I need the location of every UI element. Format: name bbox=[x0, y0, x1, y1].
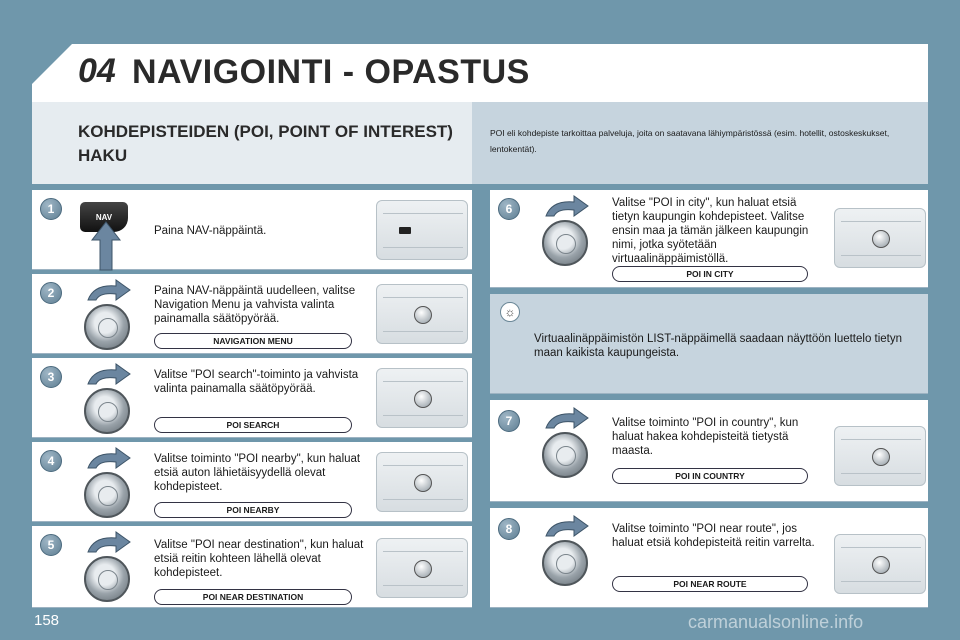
tip-text: Virtuaalinäppäimistön LIST-näppäimellä saadaan näyttöön luettelo tietyn maan kaikista kaupungeista. bbox=[534, 333, 903, 359]
step-badge-2: 2 bbox=[40, 282, 62, 304]
control-panel-image bbox=[376, 452, 468, 512]
panel-dial bbox=[872, 448, 890, 466]
control-panel-image bbox=[376, 284, 468, 344]
turn-arrow-icon bbox=[542, 406, 592, 430]
control-panel-image bbox=[834, 534, 926, 594]
menu-label-poi-nearby: POI NEARBY bbox=[154, 502, 352, 518]
menu-label-poi-search: POI SEARCH bbox=[154, 417, 352, 433]
watermark: carmanualsonline.info bbox=[688, 612, 864, 632]
dial-icon bbox=[84, 472, 130, 518]
dial-icon bbox=[542, 432, 588, 478]
turn-arrow-icon bbox=[84, 278, 134, 302]
press-arrow-icon bbox=[86, 220, 126, 272]
step-badge-1: 1 bbox=[40, 198, 62, 220]
step-text-8: Valitse toiminto "POI near route", jos haluat etsiä kohdepisteitä reitin varrelta. bbox=[612, 523, 815, 549]
panel-dial bbox=[414, 390, 432, 408]
step-badge-4: 4 bbox=[40, 450, 62, 472]
control-panel-image bbox=[376, 200, 468, 260]
dial-icon bbox=[84, 556, 130, 602]
panel-dial bbox=[414, 474, 432, 492]
dial-icon bbox=[542, 220, 588, 266]
control-panel-image bbox=[376, 538, 468, 598]
dial-icon bbox=[84, 304, 130, 350]
step-text-4: Valitse toiminto "POI nearby", kun haluat etsiä auton lähietäisyydellä olevat kohdepisteet. bbox=[154, 453, 361, 493]
lightbulb-icon: ☼ bbox=[500, 302, 520, 322]
nav-key-icon: NAV bbox=[80, 202, 128, 232]
turn-arrow-icon bbox=[84, 446, 134, 470]
menu-label-poi-near-destination: POI NEAR DESTINATION bbox=[154, 589, 352, 605]
step-text-1: Paina NAV-näppäintä. bbox=[154, 225, 267, 237]
step-badge-7: 7 bbox=[498, 410, 520, 432]
chapter-number: 04 bbox=[78, 52, 116, 90]
step-badge-3: 3 bbox=[40, 366, 62, 388]
panel-dial bbox=[872, 230, 890, 248]
control-panel-image bbox=[834, 208, 926, 268]
panel-dial bbox=[414, 560, 432, 578]
step-badge-8: 8 bbox=[498, 518, 520, 540]
chapter-title: NAVIGOINTI - OPASTUS bbox=[132, 53, 530, 91]
step-text-6: Valitse "POI in city", kun haluat etsiä tietyn kaupungin kohdepisteet. Valitse ensin maa ja tämän jälkeen kaupungin nimi, jotka syötetään virtuaalinäppäimistöllä. bbox=[612, 197, 809, 265]
turn-arrow-icon bbox=[542, 514, 592, 538]
step-text-5: Valitse "POI near destination", kun haluat etsiä reitin kohteen lähellä olevat kohdepisteet. bbox=[154, 539, 364, 579]
step-text-2: Paina NAV-näppäintä uudelleen, valitse Navigation Menu ja vahvista valinta painamalla säätöpyörää. bbox=[154, 285, 356, 325]
menu-label-poi-near-route: POI NEAR ROUTE bbox=[612, 576, 808, 592]
dial-icon bbox=[542, 540, 588, 586]
page-number: 158 bbox=[34, 612, 60, 629]
turn-arrow-icon bbox=[542, 194, 592, 218]
menu-label-poi-in-city: POI IN CITY bbox=[612, 266, 808, 282]
menu-label-poi-in-country: POI IN COUNTRY bbox=[612, 468, 808, 484]
step-badge-6: 6 bbox=[498, 198, 520, 220]
step-text-3: Valitse "POI search"-toiminto ja vahvista valinta painamalla säätöpyörää. bbox=[154, 369, 359, 395]
panel-nav-key bbox=[399, 227, 411, 234]
turn-arrow-icon bbox=[84, 362, 134, 386]
dial-icon bbox=[84, 388, 130, 434]
control-panel-image bbox=[834, 426, 926, 486]
turn-arrow-icon bbox=[84, 530, 134, 554]
menu-label-navigation-menu: NAVIGATION MENU bbox=[154, 333, 352, 349]
section-title: KOHDEPISTEIDEN (POI, POINT OF INTEREST) HAKU bbox=[78, 122, 453, 165]
panel-dial bbox=[872, 556, 890, 574]
control-panel-image bbox=[376, 368, 468, 428]
section-description: POI eli kohdepiste tarkoittaa palveluja, joita on saatavana lähiympäristössä (esim. hotellit, ostoskeskukset, lentokentät). bbox=[490, 128, 890, 154]
step-badge-5: 5 bbox=[40, 534, 62, 556]
panel-dial bbox=[414, 306, 432, 324]
step-text-7: Valitse toiminto "POI in country", kun haluat hakea kohdepisteitä tietystä maasta. bbox=[612, 417, 799, 457]
